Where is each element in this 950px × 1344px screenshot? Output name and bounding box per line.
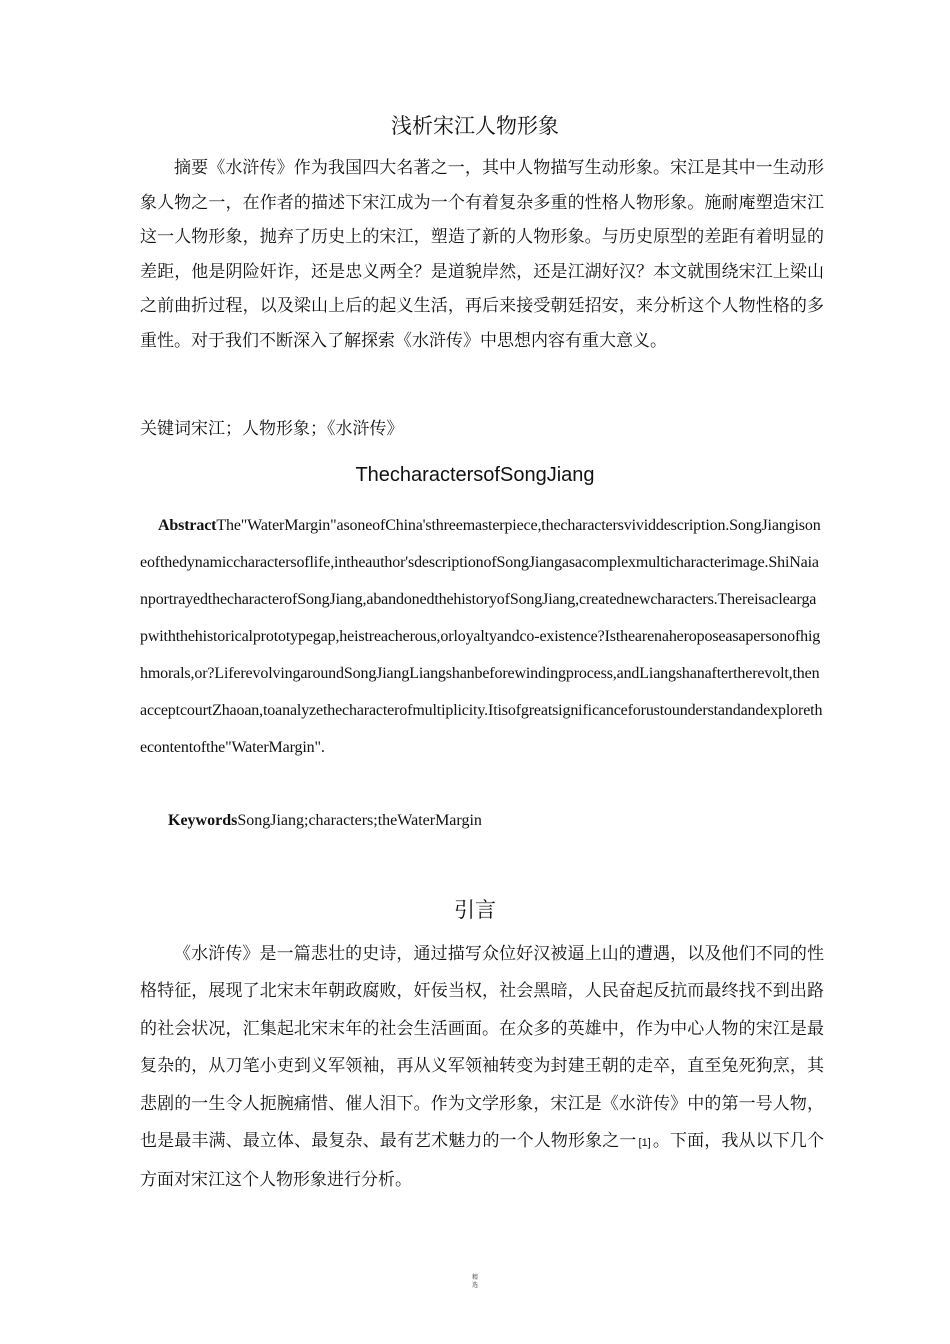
english-abstract: [140, 507, 824, 766]
chinese-title: 浅析宋江人物形象: [391, 114, 559, 138]
chinese-keywords-label: 关键词: [140, 419, 191, 439]
english-keywords: [168, 806, 828, 836]
english-title: ThecharactersofSongJiang: [355, 464, 595, 486]
chinese-abstract-text: 《水浒传》作为我国四大名著之一，其中人物描写生动形象。宋江是其中一生动形象人物之一，在作者的描述下宋江成为一个有着复杂多重的性格人物形象。施耐庵塑造宋江这一人物形象，抛弃了历史上的宋江，塑造了新的人物形象。与历史原型的差距有着明显的差距，他是阴险奸诈，还是忠义两全？是道貌岸然，还是江湖好汉？本文就围绕宋江上梁山之前曲折过程，以及梁山上后的起义生活，再后来接受朝廷招安，来分析这个人物性格的多重性。对于我们不断深入了解探索《水浒传》中思想内容有重大意义。: [140, 158, 825, 351]
intro-text: 《水浒传》是一篇悲壮的史诗，通过描写众位好汉被逼上山的遭遇，以及他们不同的性格特征，展现了北宋末年朝政腐败，奸佞当权，社会黑暗，人民奋起反抗而最终找不到出路的社会状况，汇集起北宋末年的社会生活画面。在众多的英雄中，作为中心人物的宋江是最复杂的，从刀笔小吏到义军领袖，再从义军领袖转变为封建王朝的走卒，直至兔死狗烹，其悲剧的一生令人扼腕痛惜、催人泪下。作为文学形象，宋江是《水浒传》中的第一号人物，也是最丰满、最立体、最复杂、最有艺术魅力的一个人物形象之一: [140, 944, 824, 1152]
citation-marker[interactable]: [1]: [638, 1137, 651, 1150]
chinese-abstract-label: 摘要: [174, 158, 209, 178]
english-keywords-label: Keywords: [168, 812, 238, 829]
page-footer: [0, 1274, 950, 1290]
intro-heading: 引言: [454, 898, 496, 922]
intro-paragraph: [140, 936, 824, 1200]
english-abstract-label: Abstract: [158, 517, 217, 534]
intro-text-end: 。下面，我从以下几个方面对宋江这个人物形象进行分析。: [140, 1131, 825, 1191]
chinese-abstract: [140, 151, 824, 358]
chinese-keywords-text: 宋江；人物形象；《水浒传》: [191, 419, 404, 439]
footer-line-2: 选: [471, 1282, 478, 1289]
english-abstract-text: The"WaterMargin"asoneofChina'sthreemasterpiece,thecharactersvividdescription.SongJiangisoneofthedynamiccharactersoflife,intheauthor'sdescriptionofSongJiangasacomplexmulticharacterimage.ShiNaianportrayedthecharacterofSongJiang,abandonedthehistoryofSongJiang,creatednewcharacters.Thereisacleargapwiththehistoricalprototypegap,heistreacherous,orloyaltyandco-existence?Isthearenaheroposeasapersonofhighmorals,or?LiferevolvingaroundSongJiangLiangshanbeforewindingprocess,andLiangshanaftertherevolt,thenacceptcourtZhaoan,toanalyzethecharacterofmultiplicity.Itisofgreatsignificanceforustounderstandandexplorethecontentofthe"WaterMargin".: [140, 517, 823, 756]
chinese-keywords: [140, 414, 824, 444]
footer-line-1: 精: [471, 1274, 478, 1281]
english-keywords-text: SongJiang;characters;theWaterMargin: [237, 812, 482, 829]
